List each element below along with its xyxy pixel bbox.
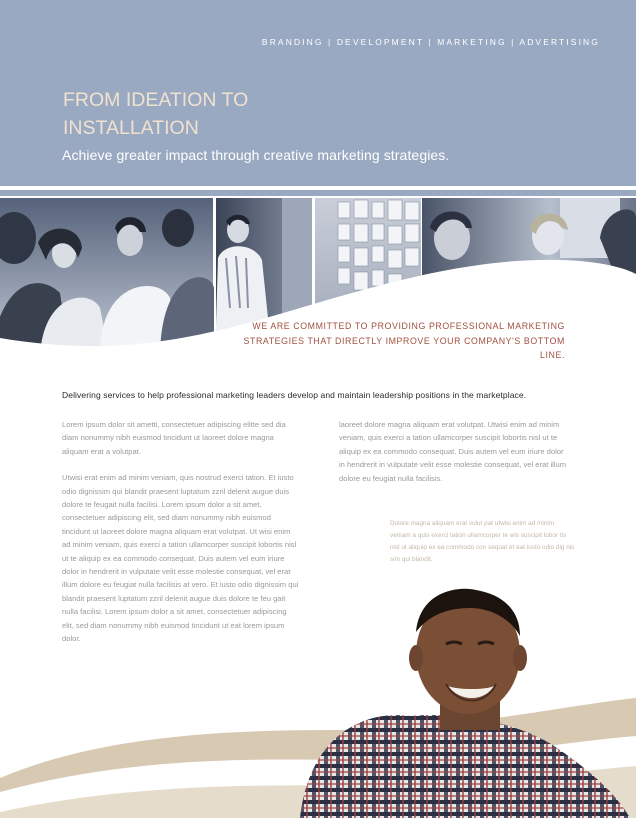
services-nav-line: BRANDING | DEVELOPMENT | MARKETING | ADVERTISING	[261, 37, 600, 47]
page-tagline: Achieve greater impact through creative marketing strategies.	[62, 147, 450, 163]
commitment-statement: WE ARE COMMITTED TO PROVIDING PROFESSIONAL MARKETING STRATEGIES THAT DIRECTLY IMPROVE YOUR COMPANY'S BOTTOM LINE.	[243, 321, 565, 360]
lead-sentence: Delivering services to help professional marketing leaders develop and maintain leadership positions in the marketplace.	[62, 390, 527, 400]
body-paragraph: Lorem ipsum dolor sit ametti, consectetuer adipiscing elitte sed dia diam nonummy nibh euismod tincidunt ut laoreet dolore magna aliquam erat a volutpat.	[62, 420, 286, 456]
meeting-photo	[0, 198, 214, 358]
body-paragraph: Utwisi erat enim ad minim veniam, quis nostrud exerci tation. Et iusto odio dignissim qui blandit praesent luptatum zzril delenit augue duis dolore te feugait nulla facilisi. Lorem ipsum dolor a sit amet, consectetuer adipiscing elit, sed diam nonummy nibh euismod tincidunt ut laoreet dolore magna aliquam erat volutpat. Ut wisi enim ad minim veniam, quis exerci a tation ullamcorper suscipit lobortis nisl ut te aliquip ex ea commodo consequat. Duis autem vel eum iriure dolor in hendrerit in vulputate velit esse molestie consequat, vel erat illum dolore eu feugiat nulla facilisis at vero. Et iusto odio dignissim qui blandit praesent luptatum zzril delenit augue duis dolore te feu gait nulla facilisi. Lorem ipsum dolor a sit amet, consectetuer adipiscing elit, sed diam nonummy nibh euismod tincidunt ut eat lorem ipsum dolor.	[62, 473, 299, 644]
footer-portrait-area	[0, 560, 636, 818]
page-headline: FROM IDEATION TO INSTALLATION	[63, 89, 249, 139]
body-paragraph: laoreet dolore magna aliquam erat volutpat. Utwisi enim ad minim veniam, quis exerci a tation ullamcorper suscipit lobortis nisl ut te aliquip ex ea commodo consequat. Duis autem vel eum iriure dolor in hendrerit in vulputate velit esse molestie consequat, vel erat illum dolore eu feugiat nulla facilisis.	[339, 420, 567, 483]
header-divider-stripe	[0, 190, 636, 196]
smiling-man-portrait	[300, 589, 630, 818]
body-column-right	[339, 418, 569, 498]
pull-quote: Dolore magna aliquam erat volut pat utwisi enim ad minim veniam a quis exerci tation ullamcorper te wis suscipit lobor tis nisl ut aliquip ex ea commodo con sequat et eat iusto odio dig nis sim qui blandit.	[390, 520, 575, 563]
